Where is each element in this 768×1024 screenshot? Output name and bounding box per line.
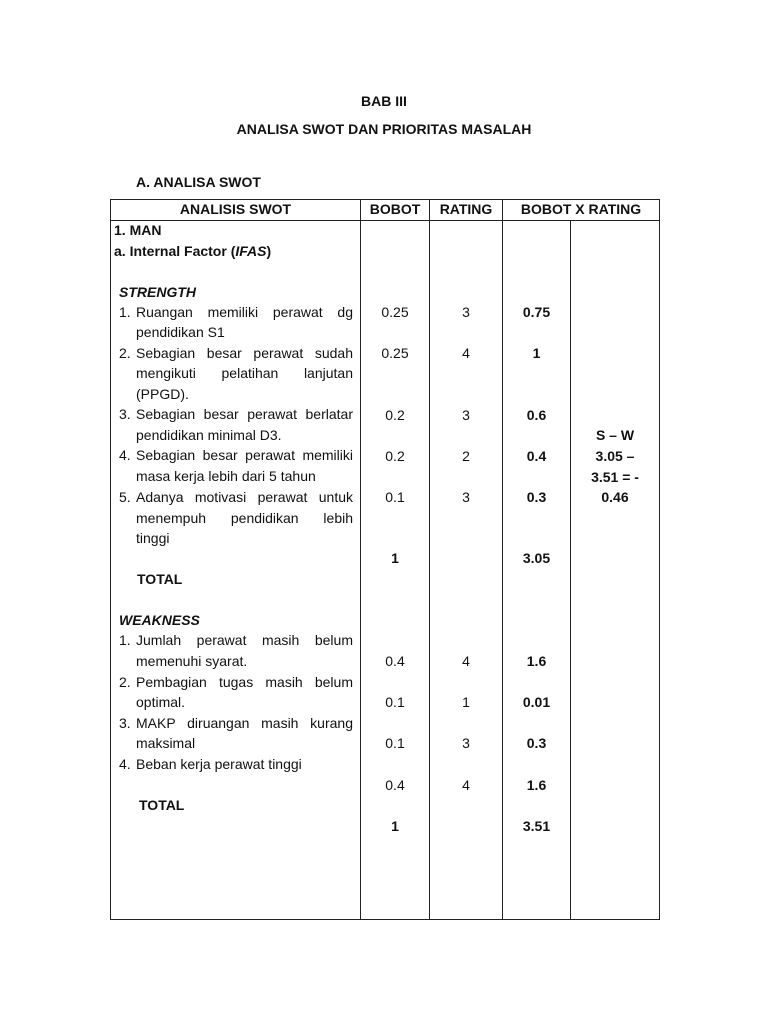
internal-factor-label: a. Internal Factor (IFAS) (114, 243, 272, 259)
section-heading: A. ANALISA SWOT (136, 174, 261, 190)
page-title: ANALISA SWOT DAN PRIORITAS MASALAH (236, 121, 532, 137)
header-bobot-x-rating: BOBOT X RATING (520, 201, 642, 217)
weakness-total-bobot: 1 (391, 818, 399, 834)
strength-total-bobot: 1 (391, 550, 399, 566)
header-bobot: BOBOT (369, 201, 421, 217)
weakness-total-label: TOTAL (139, 797, 185, 813)
strength-total-label: TOTAL (137, 571, 183, 587)
strength-total-score: 3.05 (522, 550, 551, 566)
header-analisis: ANALISIS SWOT (179, 201, 292, 217)
strength-heading: STRENGTH (119, 284, 196, 300)
factor-man: 1. MAN (114, 222, 162, 238)
weakness-heading: WEAKNESS (119, 612, 200, 628)
header-rating: RATING (439, 201, 493, 217)
weakness-total-score: 3.51 (522, 818, 551, 834)
chapter-heading: BAB III (361, 93, 407, 109)
